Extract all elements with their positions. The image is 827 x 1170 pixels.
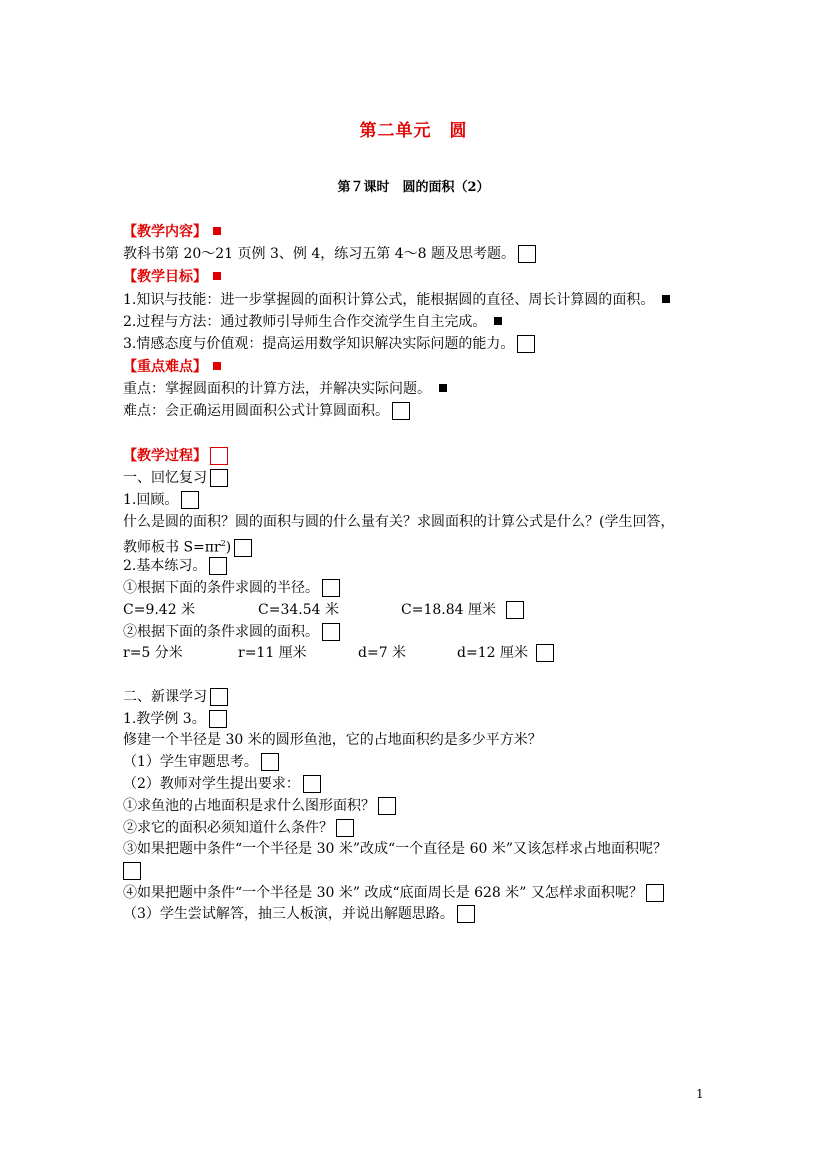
section-title: 【教学过程】 (123, 448, 207, 464)
new-line (123, 773, 321, 795)
checkbox[interactable] (123, 862, 141, 880)
checkbox[interactable] (210, 688, 228, 706)
checkbox[interactable] (210, 447, 228, 465)
checkbox[interactable] (181, 491, 199, 509)
checkbox[interactable] (506, 601, 524, 619)
new-line-box-row (123, 860, 141, 882)
red-square-marker (213, 272, 221, 280)
review-line (123, 577, 340, 599)
checkbox[interactable] (336, 819, 354, 837)
content-text-value: 教科书第 20～21 页例 3、例 4，练习五第 4～8 题及思考题。 (123, 246, 515, 262)
new-line-text: ①求鱼池的占地面积是求什么图形面积？ (123, 798, 375, 814)
new-line-text: 1.教学例 3。 (123, 711, 206, 727)
c-value: C=34.54 米 (258, 602, 339, 618)
page-title: 第二单元 圆 (359, 121, 468, 141)
goal-item (123, 311, 502, 333)
checkbox[interactable] (209, 557, 227, 575)
checkbox[interactable] (517, 335, 535, 353)
r-value: r=5 分米 (123, 645, 183, 661)
checkbox[interactable] (392, 402, 410, 420)
black-square-marker (662, 295, 670, 303)
new-line (123, 903, 475, 925)
r-values-row (123, 642, 554, 664)
keypoint-item (123, 378, 447, 400)
review-heading (123, 467, 228, 489)
new-line-text: ②求它的面积必须知道什么条件？ (123, 820, 333, 836)
review-line-text: 2.基本练习。 (123, 558, 207, 574)
new-heading (123, 686, 228, 708)
c-values-row (123, 599, 524, 621)
content-text (123, 243, 536, 265)
problem-text: 修建一个半径是 30 米的圆形鱼池，它的占地面积约是多少平方米？ (123, 732, 542, 748)
section-content-heading (123, 221, 221, 243)
checkbox[interactable] (457, 905, 475, 923)
checkbox[interactable] (234, 539, 252, 557)
new-heading-text: 二、新课学习 (123, 689, 207, 705)
checkbox[interactable] (536, 644, 554, 662)
new-line: ③如果把题中条件“一个半径是 30 米”改成“一个直径是 60 米”又该怎样求占地面积呢？ (123, 841, 668, 857)
black-square-marker (494, 317, 502, 325)
red-square-marker (213, 227, 221, 235)
goal-item (123, 289, 670, 311)
new-line (123, 882, 664, 904)
keypoint-item (123, 400, 410, 422)
goal-item (123, 333, 535, 355)
review-line (123, 555, 227, 577)
new-line (123, 817, 354, 839)
red-square-marker (213, 362, 221, 370)
new-line-text: （3）学生尝试解答，抽三人板演，并说出解题思路。 (123, 906, 454, 922)
review-line-text: ①根据下面的条件求圆的半径。 (123, 580, 319, 596)
black-square-marker (439, 384, 447, 392)
new-line (123, 751, 279, 773)
checkbox[interactable] (210, 469, 228, 487)
checkbox[interactable] (322, 623, 340, 641)
checkbox[interactable] (322, 579, 340, 597)
keypoint-text: 重点：掌握圆面积的计算方法，并解决实际问题。 (123, 381, 431, 397)
formula-close: ) (225, 539, 232, 556)
section-title: 【重点难点】 (123, 359, 207, 375)
new-line (123, 708, 227, 730)
checkbox[interactable] (378, 797, 396, 815)
checkbox[interactable] (646, 884, 664, 902)
new-line-text: ④如果把题中条件“一个半径是 30 米” 改成“底面周长是 628 米” 又怎样求面积呢？ (123, 885, 643, 901)
section-title: 【教学内容】 (123, 224, 207, 240)
review-line-text: 1.回顾。 (123, 492, 179, 508)
new-line-text: （1）学生审题思考。 (123, 754, 258, 770)
board-formula: 教师板书 S=πr (123, 539, 221, 556)
section-goals-heading (123, 266, 221, 288)
keypoint-text: 难点：会正确运用圆面积公式计算圆面积。 (123, 403, 389, 419)
goal-text: 1.知识与技能：进一步掌握圆的面积计算公式，能根据圆的直径、周长计算圆的面积。 (123, 292, 655, 308)
review-question: 什么是圆的面积？圆的面积与圆的什么量有关？求圆面积的计算公式是什么？(学生回答， (123, 514, 675, 530)
checkbox[interactable] (518, 245, 536, 263)
section-process-heading (123, 445, 228, 467)
review-line-text: ②根据下面的条件求圆的面积。 (123, 624, 319, 640)
checkbox[interactable] (303, 775, 321, 793)
new-line (123, 795, 396, 817)
c-value: C=9.42 米 (123, 602, 196, 618)
section-keypoints-heading (123, 356, 221, 378)
formula-exponent: 2 (220, 539, 226, 548)
review-heading-text: 一、回忆复习 (123, 470, 207, 486)
checkbox[interactable] (209, 710, 227, 728)
lesson-subtitle: 第７课时 圆的面积（2） (337, 180, 490, 195)
goal-text: 3.情感态度与价值观：提高运用数学知识解决实际问题的能力。 (123, 336, 515, 352)
checkbox[interactable] (261, 753, 279, 771)
review-line (123, 621, 340, 643)
new-line-text: （2）教师对学生提出要求： (123, 776, 300, 792)
goal-text: 2.过程与方法：通过教师引导师生合作交流学生自主完成。 (123, 314, 487, 330)
review-line (123, 489, 199, 511)
r-value: d=7 米 (358, 645, 407, 661)
page-number: 1 (696, 1087, 704, 1101)
r-value: d=12 厘米 (457, 645, 528, 661)
r-value: r=11 厘米 (238, 645, 307, 661)
c-value: C=18.84 厘米 (401, 602, 496, 618)
section-title: 【教学目标】 (123, 269, 207, 285)
